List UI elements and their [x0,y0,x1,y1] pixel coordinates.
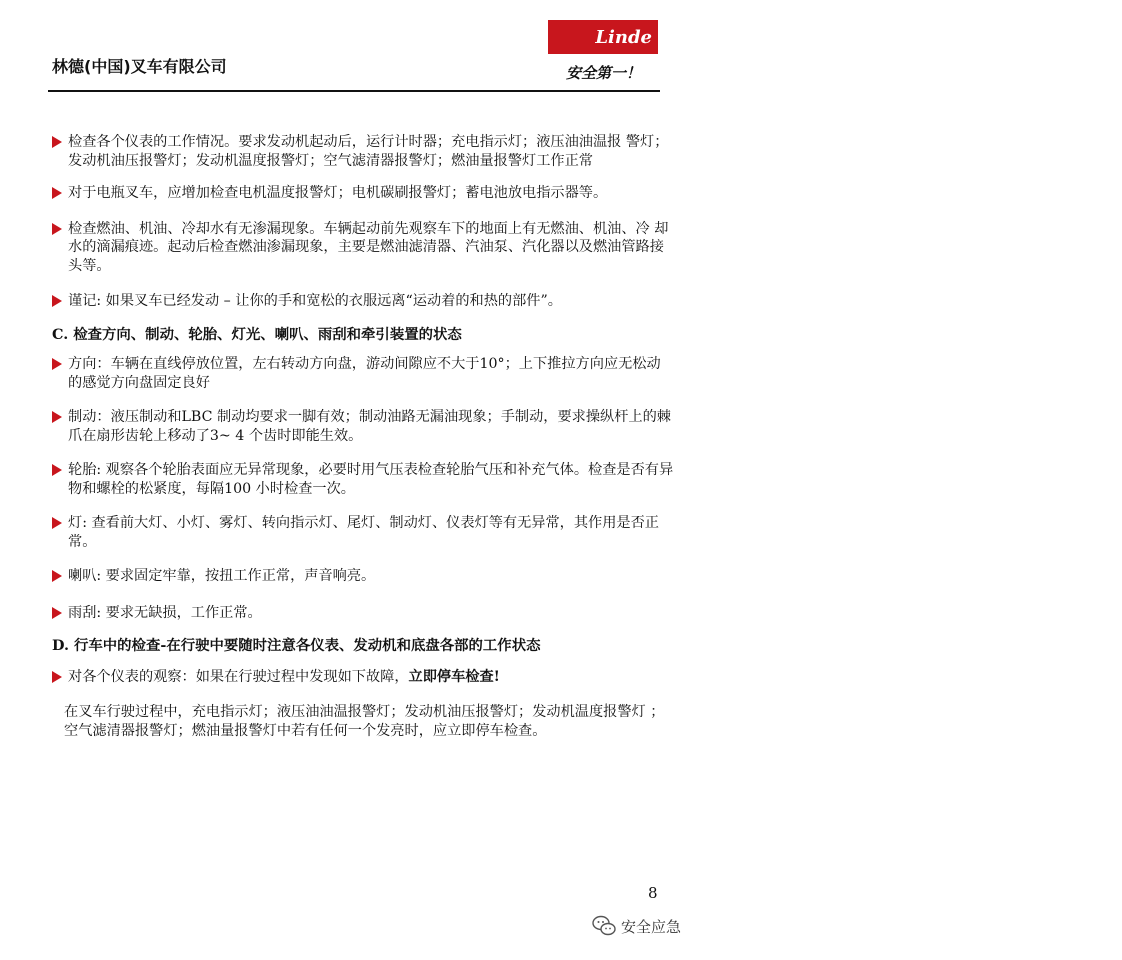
item-text: 谨记: 如果叉车已经发动 – 让你的手和宽松的衣服远离“运动着的和热的部件”。 [68,293,562,309]
item-text: 制动：液压制动和LBC 制动均要求一脚有效；制动油路无漏油现象；手制动，要求操纵杆上的棘爪在扇形齿轮上移动了3~ 4 个齿时即能生效。 [68,409,671,444]
list-item [52,668,674,687]
arrow-bullet-icon [52,464,62,476]
section-d-title: 在行驶中要随时注意各仪表、发动机和底盘各部的工作状态 [166,637,541,654]
list-item [52,567,674,586]
list-item [52,292,674,311]
chat-bubbles-icon [592,915,616,937]
item-text: 雨刮: 要求无缺损，工作正常。 [68,604,262,621]
list-item [52,133,674,170]
logo-small-text: Linde Material Handling 林德叉车 [1104,42,1122,62]
item-text: 灯: 查看前大灯、小灯、雾灯、转向指示灯、尾灯、制动灯、仪表灯等有无异常，其作用是否正常。 [68,515,659,550]
arrow-bullet-icon [52,607,62,619]
item-text: 方向：车辆在直线停放位置，左右转动方向盘，游动间隙应不大于10°；上下推拉方向应无松动的感觉方向盘固定良好 [68,356,661,391]
item-bold-text: 立即停车检查! [408,668,500,685]
item-text: 轮胎: 观察各个轮胎表面应无异常现象，必要时用气压表检查轮胎气压和补充气体。检查是否有异物和螺栓的松紧度，每隔100 小时检查一次。 [68,462,674,497]
page-number: 8 [648,884,658,902]
item-text: 检查燃油、机油、冷却水有无渗漏现象。车辆起动前先观察车下的地面上有无燃油、机油、冷 却水的滴漏痕迹。起动后检查燃油渗漏现象，主要是燃油滤清器、汽油泵、汽化器以及燃油管路接头等。 [68,220,669,274]
watermark-text: 安全应急 [621,917,682,936]
arrow-bullet-icon [52,223,62,235]
item-text: 对各个仪表的观察：如果在行驶过程中发现如下故障， [68,668,409,685]
list-item [52,355,674,392]
section-c-heading: C. 检查方向、制动、轮胎、灯光、喇叭、雨刮和牵引装置的状态 [52,325,462,343]
item-text: 检查各个仪表的工作情况。要求发动机起动后，运行计时器；充电指示灯；液压油油温报 警灯；发动机油压报警灯；发动机温度报警灯；空气滤清器报警灯；燃油量报警灯工作正常 [68,134,669,169]
logo-text: Linde [595,26,652,48]
arrow-bullet-icon [52,411,62,423]
arrow-bullet-icon [52,570,62,582]
section-d-prefix: D. 行车中的检查- [52,637,167,654]
list-item [52,220,674,276]
item-text: 对于电瓶叉车，应增加检查电机温度报警灯；电机碳刷报警灯；蓄电池放电指示器等。 [68,185,608,201]
header-rule [48,90,660,92]
watermark [592,915,681,937]
arrow-bullet-icon [52,136,62,148]
list-item [52,408,674,445]
document-body [52,133,674,740]
arrow-bullet-icon [52,187,62,199]
arrow-bullet-icon [52,517,62,529]
linde-logo [548,20,1122,62]
section-d-heading [52,637,674,656]
arrow-bullet-icon [52,358,62,370]
arrow-bullet-icon [52,671,62,683]
list-item [52,184,674,203]
list-item [52,604,674,623]
slogan: 安全第一！ [566,64,642,82]
section-d-paragraph: 在叉车行驶过程中，充电指示灯；液压油油温报警灯；发动机油压报警灯；发动机温度报警灯 ；空气滤清器报警灯；燃油量报警灯中若有任何一个发亮时，应立即停车检查。 [64,704,665,739]
arrow-bullet-icon [52,295,62,307]
item-text: 喇叭: 要求固定牢靠，按扭工作正常，声音响亮。 [68,568,376,584]
list-item [52,461,674,498]
list-item [52,514,674,551]
company-name: 林德(中国)叉车有限公司 [52,57,227,76]
